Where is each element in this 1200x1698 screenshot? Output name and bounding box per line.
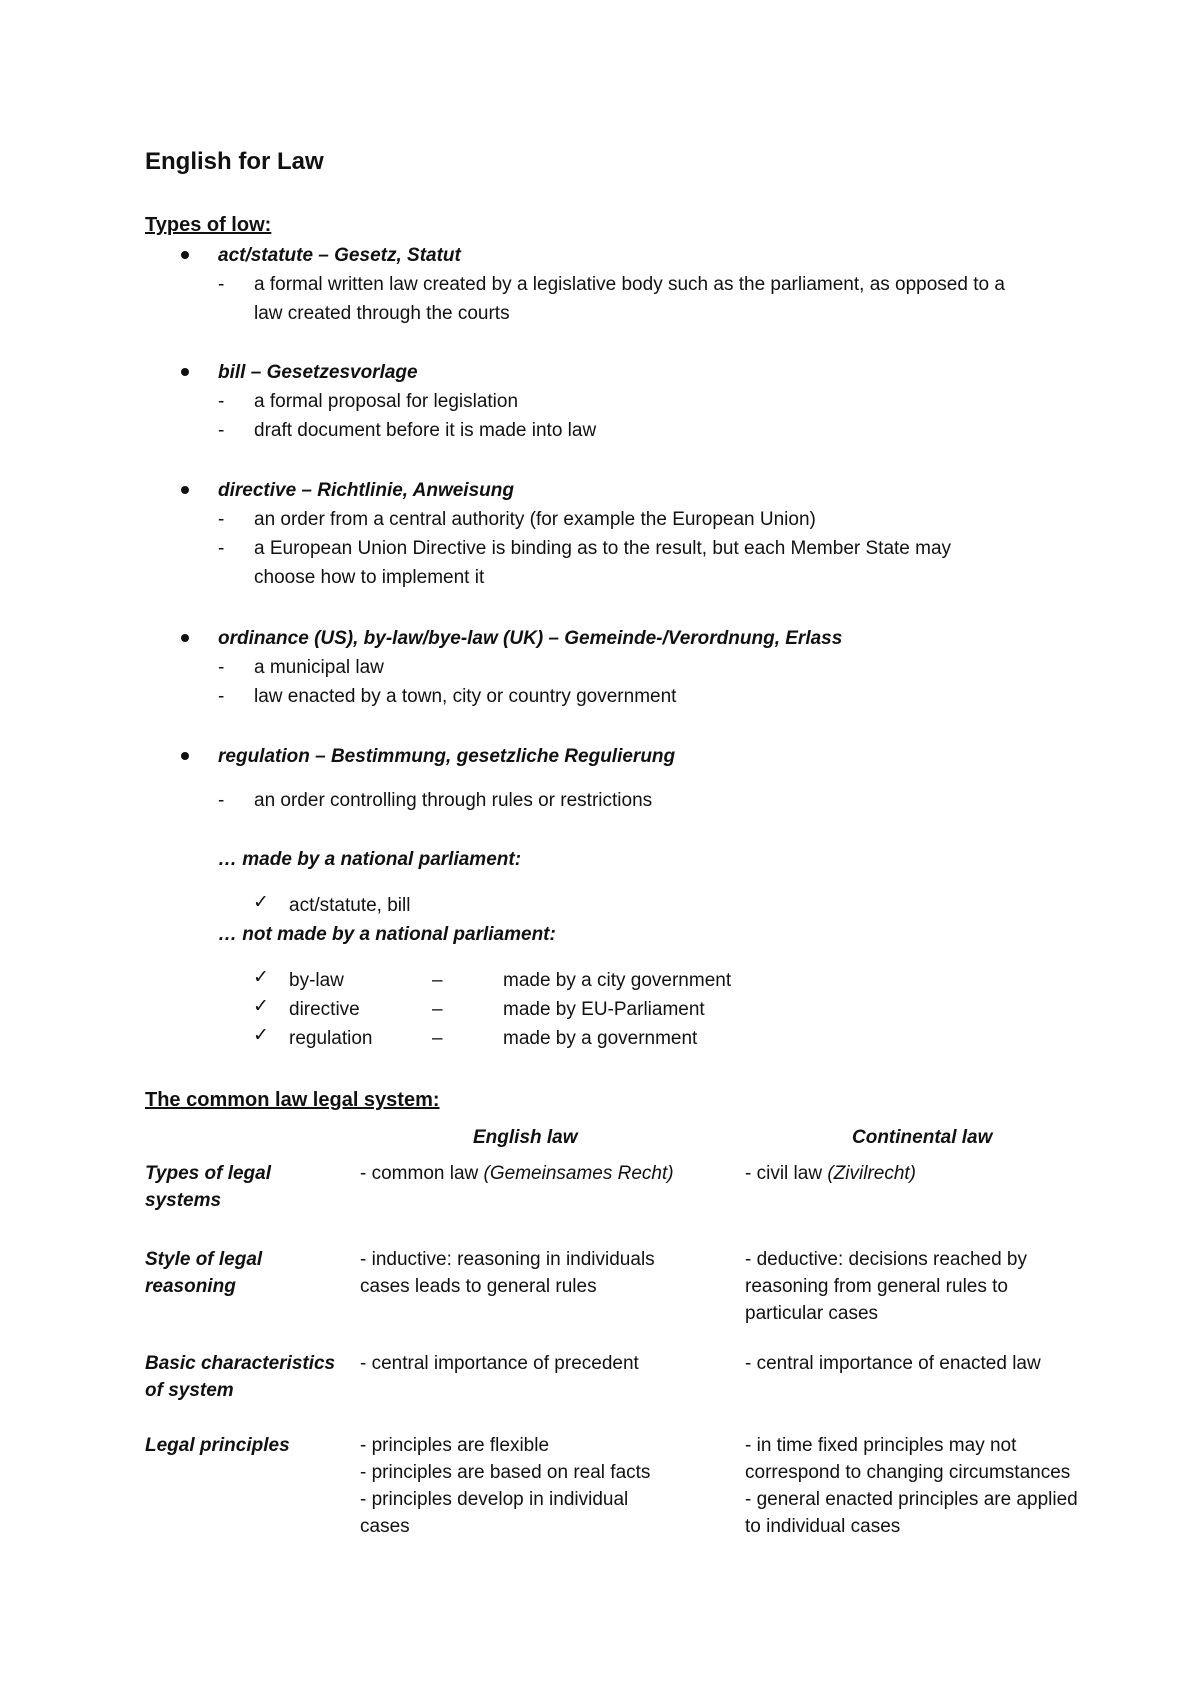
cell-italic-text: (Zivilrecht)	[827, 1163, 917, 1184]
checkmark-icon: ✓	[253, 1025, 269, 1046]
cell-line: - principles are based on real facts	[360, 1462, 651, 1483]
cell-line: correspond to changing circumstances	[745, 1462, 1071, 1483]
dash-marker: -	[218, 538, 225, 559]
check-item-label: by-law	[289, 970, 344, 991]
definition-line: an order from a central authority (for example the European Union)	[254, 509, 816, 530]
cell-line: - inductive: reasoning in individuals	[360, 1249, 655, 1270]
cell-text: - common law	[360, 1163, 484, 1184]
check-item-label: regulation	[289, 1028, 373, 1049]
row-label-line: Basic characteristics	[145, 1353, 336, 1374]
continental-law-cell	[745, 1246, 1115, 1327]
cell-italic-text: (Gemeinsames Recht)	[483, 1163, 674, 1184]
bullet-icon	[179, 632, 191, 644]
row-label-line: reasoning	[145, 1276, 236, 1297]
check-item-label: act/statute, bill	[289, 895, 411, 916]
cell-line: - in time fixed principles may not	[745, 1435, 1017, 1456]
definition-line: a formal written law created by a legislative body such as the parliament, as opposed to a	[254, 274, 1005, 295]
section-heading-types-of-law: Types of low:	[145, 214, 272, 236]
english-law-cell	[360, 1246, 705, 1300]
term-act-statute: act/statute – Gesetz, Statut	[218, 245, 461, 266]
cell-line: to individual cases	[745, 1516, 901, 1537]
cell-line: - central importance of enacted law	[745, 1353, 1041, 1374]
dash-marker: -	[218, 509, 225, 530]
definition-line: a formal proposal for legislation	[254, 391, 519, 412]
dash-marker: -	[218, 274, 225, 295]
english-law-cell	[360, 1432, 705, 1540]
english-law-cell	[360, 1350, 705, 1377]
continental-law-cell	[745, 1160, 1115, 1187]
check-item-description: made by a government	[503, 1028, 698, 1049]
cell-line: - principles develop in individual	[360, 1489, 629, 1510]
row-label-line: of system	[145, 1380, 234, 1401]
row-label	[145, 1432, 345, 1459]
dash-marker: -	[218, 657, 225, 678]
bullet-icon	[179, 750, 191, 762]
dash-marker: -	[218, 686, 225, 707]
dash-marker: -	[218, 790, 225, 811]
definition-line: law enacted by a town, city or country government	[254, 686, 677, 707]
cell-line: - deductive: decisions reached by	[745, 1249, 1027, 1270]
definition-line: a municipal law	[254, 657, 384, 678]
row-label-line: systems	[145, 1190, 222, 1211]
separator-dash: –	[432, 999, 443, 1020]
row-label-line: Legal principles	[145, 1435, 290, 1456]
continental-law-cell	[745, 1432, 1115, 1540]
row-label	[145, 1246, 345, 1300]
definition-line: law created through the courts	[254, 303, 510, 324]
checkmark-icon: ✓	[253, 892, 269, 913]
cell-line: cases	[360, 1516, 410, 1537]
cell-line: - principles are flexible	[360, 1435, 550, 1456]
english-law-cell	[360, 1160, 705, 1187]
separator-dash: –	[432, 970, 443, 991]
bullet-icon	[179, 249, 191, 261]
cell-line: cases leads to general rules	[360, 1276, 597, 1297]
check-item-description: made by a city government	[503, 970, 732, 991]
term-ordinance: ordinance (US), by-law/bye-law (UK) – Gemeinde-/Verordnung, Erlass	[218, 628, 843, 649]
not-made-by-parliament-heading: … not made by a national parliament:	[218, 924, 556, 945]
cell-line	[360, 1160, 705, 1187]
checkmark-icon: ✓	[253, 967, 269, 988]
made-by-parliament-heading: … made by a national parliament:	[218, 849, 522, 870]
checkmark-icon: ✓	[253, 996, 269, 1017]
continental-law-cell	[745, 1350, 1115, 1377]
dash-marker: -	[218, 391, 225, 412]
cell-line: particular cases	[745, 1303, 879, 1324]
column-header-english-law: English law	[473, 1127, 578, 1148]
definition-line: choose how to implement it	[254, 567, 485, 588]
bullet-icon	[179, 484, 191, 496]
cell-line: - general enacted principles are applied	[745, 1489, 1078, 1510]
cell-line: - central importance of precedent	[360, 1353, 639, 1374]
term-directive: directive – Richtlinie, Anweisung	[218, 480, 514, 501]
check-item-label: directive	[289, 999, 360, 1020]
dash-marker: -	[218, 420, 225, 441]
separator-dash: –	[432, 1028, 443, 1049]
row-label-line: Style of legal	[145, 1249, 263, 1270]
cell-line: reasoning from general rules to	[745, 1276, 1008, 1297]
section-heading-common-law: The common law legal system:	[145, 1089, 440, 1111]
check-item-description: made by EU-Parliament	[503, 999, 705, 1020]
definition-line: draft document before it is made into law	[254, 420, 597, 441]
row-label	[145, 1160, 345, 1214]
term-bill: bill – Gesetzesvorlage	[218, 362, 418, 383]
page-title: English for Law	[145, 148, 324, 175]
row-label	[145, 1350, 345, 1404]
definition-line: an order controlling through rules or restrictions	[254, 790, 653, 811]
cell-line	[745, 1160, 1115, 1187]
column-header-continental-law: Continental law	[852, 1127, 993, 1148]
definition-line: a European Union Directive is binding as to the result, but each Member State may	[254, 538, 952, 559]
term-regulation: regulation – Bestimmung, gesetzliche Regulierung	[218, 746, 676, 767]
bullet-icon	[179, 366, 191, 378]
row-label-line: Types of legal	[145, 1163, 271, 1184]
cell-text: - civil law	[745, 1163, 828, 1184]
